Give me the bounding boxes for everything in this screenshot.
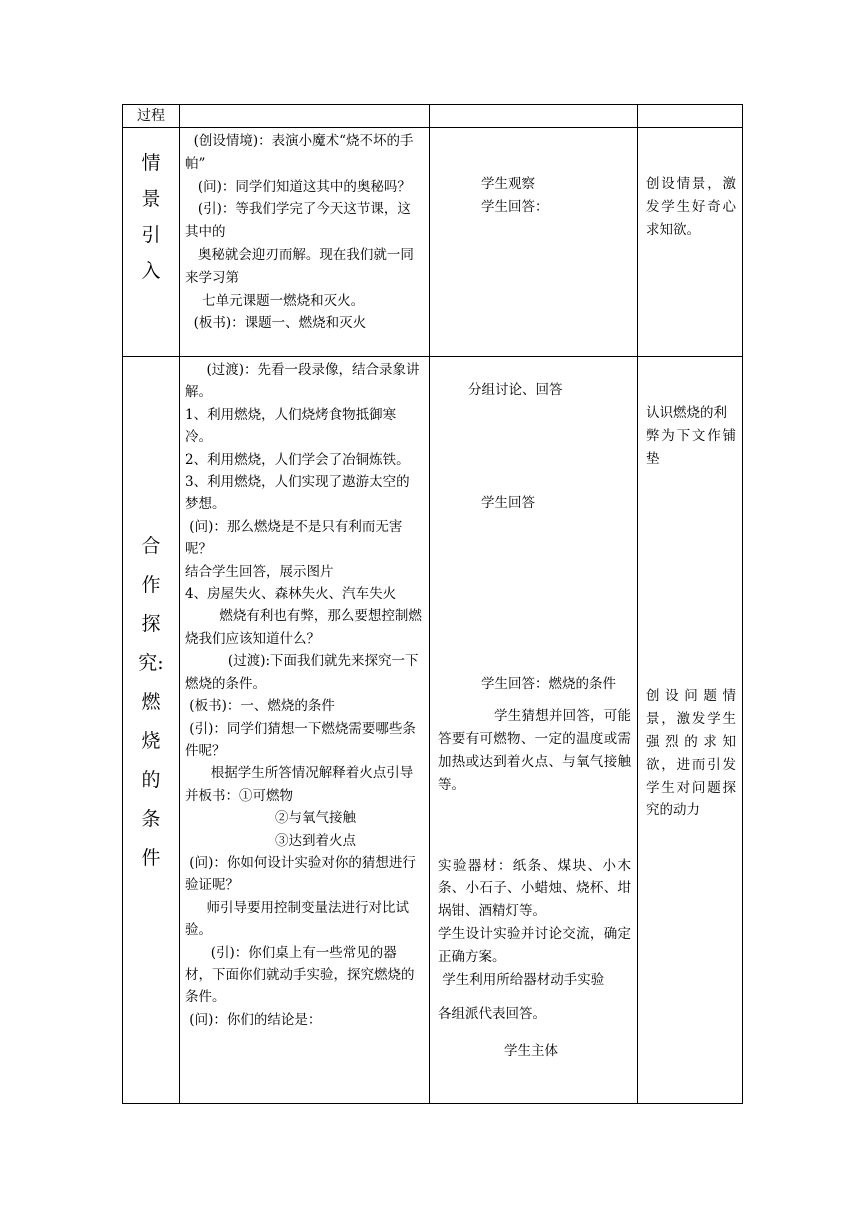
teacher-line: (问)：那么燃烧是不是只有利而无害呢？ bbox=[185, 518, 403, 558]
header-row bbox=[123, 105, 743, 128]
stage-cell bbox=[123, 357, 180, 1104]
intent-text: 弊为下文作铺垫 bbox=[646, 427, 736, 467]
teacher-line: (引)：你们桌上有一些常见的器材，下面你们就动手实验，探究燃烧的条件。 bbox=[185, 944, 415, 1006]
teacher-line: ②与氧气接触 bbox=[275, 810, 356, 827]
design-intent-cell bbox=[638, 357, 743, 1104]
student-line: 学生利用所给器材动手实验 bbox=[438, 971, 605, 988]
teacher-line: (问)：你如何设计实验对你的猜想进行验证呢？ bbox=[185, 854, 416, 894]
teacher-line: (过渡):下面我们就先来探究一下燃烧的条件。 bbox=[185, 653, 419, 692]
stage-title bbox=[123, 357, 179, 888]
teacher-line: ③达到着火点 bbox=[275, 832, 356, 849]
stage-title bbox=[123, 128, 179, 298]
teacher-line: (问)：同学们知道这其中的奥秘吗？ bbox=[185, 178, 411, 195]
stage-char: 景 bbox=[141, 188, 161, 210]
student-line: 实验器材：纸条、煤块、小木条、小石子、小蜡烛、烧杯、坩埚钳、酒精灯等。 bbox=[438, 857, 631, 920]
teacher-line: (问)：你们的结论是： bbox=[185, 1011, 322, 1028]
header-cell-4 bbox=[638, 105, 743, 128]
section-cooperative-inquiry bbox=[123, 357, 743, 1104]
stage-char: 作 bbox=[141, 574, 161, 596]
stage-char: 件 bbox=[141, 847, 161, 869]
teacher-line: 师引导要用控制变量法进行对比试验。 bbox=[185, 899, 409, 939]
teacher-line: 燃烧有利也有弊，那么要想控制燃烧我们应该知道什么？ bbox=[185, 608, 422, 647]
intent-text: 创设问题情景，激发学生强烈的求知欲，进而引发学生对问题探究的动力 bbox=[646, 688, 736, 819]
design-intent-cell bbox=[638, 128, 743, 357]
teacher-line: (创设情境)：表演小魔术“烧不坏的手帕” bbox=[185, 133, 414, 172]
header-process-cell: 过程 bbox=[123, 105, 180, 128]
intent-text: 创设情景，激发学生好奇心求知欲。 bbox=[646, 176, 736, 238]
teacher-line: (引)：同学们猜想一下燃烧需要哪些条件呢？ bbox=[185, 720, 416, 759]
student-line: 各组派代表回答。 bbox=[438, 1006, 546, 1023]
teacher-line: 4、房屋失火、森林失火、汽车失火 bbox=[185, 586, 397, 603]
student-line: 学生猜想并回答，可能答要有可燃物、一定的温度或需加热或达到着火点、与氧气接触等。 bbox=[438, 708, 631, 793]
intent-text: 认识燃烧的利 bbox=[646, 405, 727, 421]
student-line: 学生回答： bbox=[481, 198, 549, 215]
lesson-plan-table bbox=[122, 104, 743, 1104]
student-line: 学生回答：燃烧的条件 bbox=[481, 675, 616, 692]
student-line: 学生设计实验并讨论交流，确定正确方案。 bbox=[438, 925, 631, 965]
teacher-line: (板书)：课题一、燃烧和灭火 bbox=[185, 315, 367, 332]
stage-char: 探 bbox=[141, 613, 161, 635]
teacher-line: 结合学生回答，展示图片 bbox=[185, 563, 334, 580]
teacher-line: (过渡)：先看一段录像，结合录象讲解。 bbox=[185, 362, 420, 401]
student-activity-cell bbox=[430, 128, 638, 357]
stage-cell bbox=[123, 128, 180, 357]
header-cell-3 bbox=[430, 105, 638, 128]
stage-char: 的 bbox=[141, 769, 161, 791]
student-activity-cell bbox=[430, 357, 638, 1104]
stage-char: 烧 bbox=[141, 730, 161, 752]
teacher-line: 1、利用燃烧，人们烧烤食物抵御寒冷。 bbox=[185, 406, 397, 446]
student-line: 学生回答 bbox=[481, 494, 535, 511]
teacher-activity-cell bbox=[180, 128, 430, 357]
stage-char: 燃 bbox=[141, 691, 161, 713]
teacher-line: 奥秘就会迎刃而解。现在我们就一同来学习第 bbox=[185, 246, 414, 286]
stage-char: 究: bbox=[138, 652, 164, 674]
student-line: 学生主体 bbox=[504, 1043, 558, 1060]
teacher-line: (板书)：一、燃烧的条件 bbox=[185, 698, 335, 715]
teacher-line: 七单元课题一燃烧和灭火。 bbox=[185, 292, 365, 309]
stage-char: 情 bbox=[141, 152, 161, 174]
teacher-activity-cell bbox=[180, 357, 430, 1104]
student-line: 学生观察 bbox=[481, 176, 535, 192]
teacher-line: 3、利用燃烧，人们实现了遨游太空的梦想。 bbox=[185, 474, 410, 513]
teacher-line: 根据学生所答情况解释着火点引导并板书：①可燃物 bbox=[185, 765, 414, 804]
teacher-line: (引)：等我们学完了今天这节课，这其中的 bbox=[185, 201, 411, 241]
student-line: 分组讨论、回答 bbox=[468, 382, 563, 398]
stage-char: 条 bbox=[141, 808, 161, 830]
teacher-line: 2、利用燃烧，人们学会了冶铜炼铁。 bbox=[185, 451, 410, 468]
stage-char: 入 bbox=[141, 260, 161, 282]
header-cell-2 bbox=[180, 105, 430, 128]
stage-char: 引 bbox=[141, 224, 161, 246]
stage-char: 合 bbox=[141, 535, 161, 557]
section-scenario-intro bbox=[123, 128, 743, 357]
